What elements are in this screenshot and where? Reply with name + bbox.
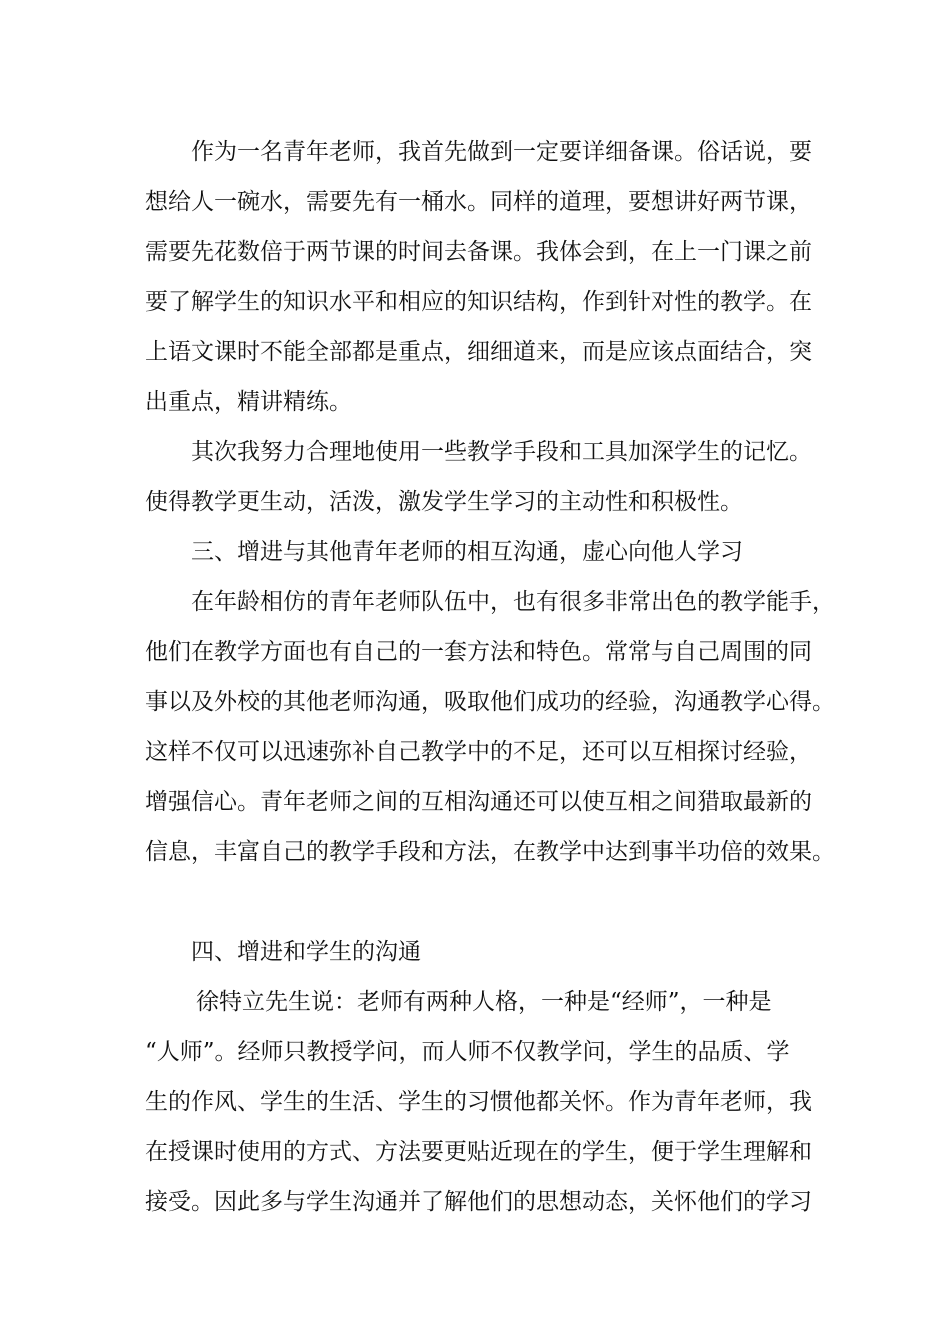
paragraph-line: 需要先花数倍于两节课的时间去备课。我体会到，在上一门课之前 [145,239,812,265]
section-heading: 四、增进和学生的沟通 [191,939,421,965]
paragraph-line: 作为一名青年老师，我首先做到一定要详细备课。俗话说，要 [191,139,812,165]
paragraph-line: 生的作风、学生的生活、学生的习惯他都关怀。作为青年老师，我 [145,1089,812,1115]
paragraph-line: 在年龄相仿的青年老师队伍中，也有很多非常出色的教学能手， [191,589,835,615]
paragraph-line: 增强信心。青年老师之间的互相沟通还可以使互相之间猎取最新的 [145,789,812,815]
paragraph-line: 使得教学更生动，活泼，激发学生学习的主动性和积极性。 [145,489,743,515]
paragraph-line: 他们在教学方面也有自己的一套方法和特色。常常与自己周围的同 [145,639,812,665]
paragraph-line: 在授课时使用的方式、方法要更贴近现在的学生，便于学生理解和 [145,1139,812,1165]
paragraph-line: 事以及外校的其他老师沟通，吸取他们成功的经验，沟通教学心得。 [145,689,835,715]
paragraph-line: “人师”。经师只教授学问，而人师不仅教学问，学生的品质、学 [145,1039,790,1065]
paragraph-line: 要了解学生的知识水平和相应的知识结构，作到针对性的教学。在 [145,289,812,315]
paragraph-line: 接受。因此多与学生沟通并了解他们的思想动态，关怀他们的学习 [145,1189,812,1215]
section-heading: 三、增进与其他青年老师的相互沟通，虚心向他人学习 [191,539,743,565]
paragraph-line: 其次我努力合理地使用一些教学手段和工具加深学生的记忆。 [191,439,812,465]
paragraph-line: 想给人一碗水，需要先有一桶水。同样的道理，要想讲好两节课， [145,189,812,215]
paragraph-line: 信息，丰富自己的教学手段和方法，在教学中达到事半功倍的效果。 [145,839,835,865]
paragraph-line: 出重点，精讲精练。 [145,389,352,415]
paragraph-line: 上语文课时不能全部都是重点，细细道来，而是应该点面结合，突 [145,339,812,365]
paragraph-line: 徐特立先生说：老师有两种人格，一种是“经师”，一种是 [196,989,772,1015]
paragraph-line: 这样不仅可以迅速弥补自己教学中的不足，还可以互相探讨经验， [145,739,812,765]
